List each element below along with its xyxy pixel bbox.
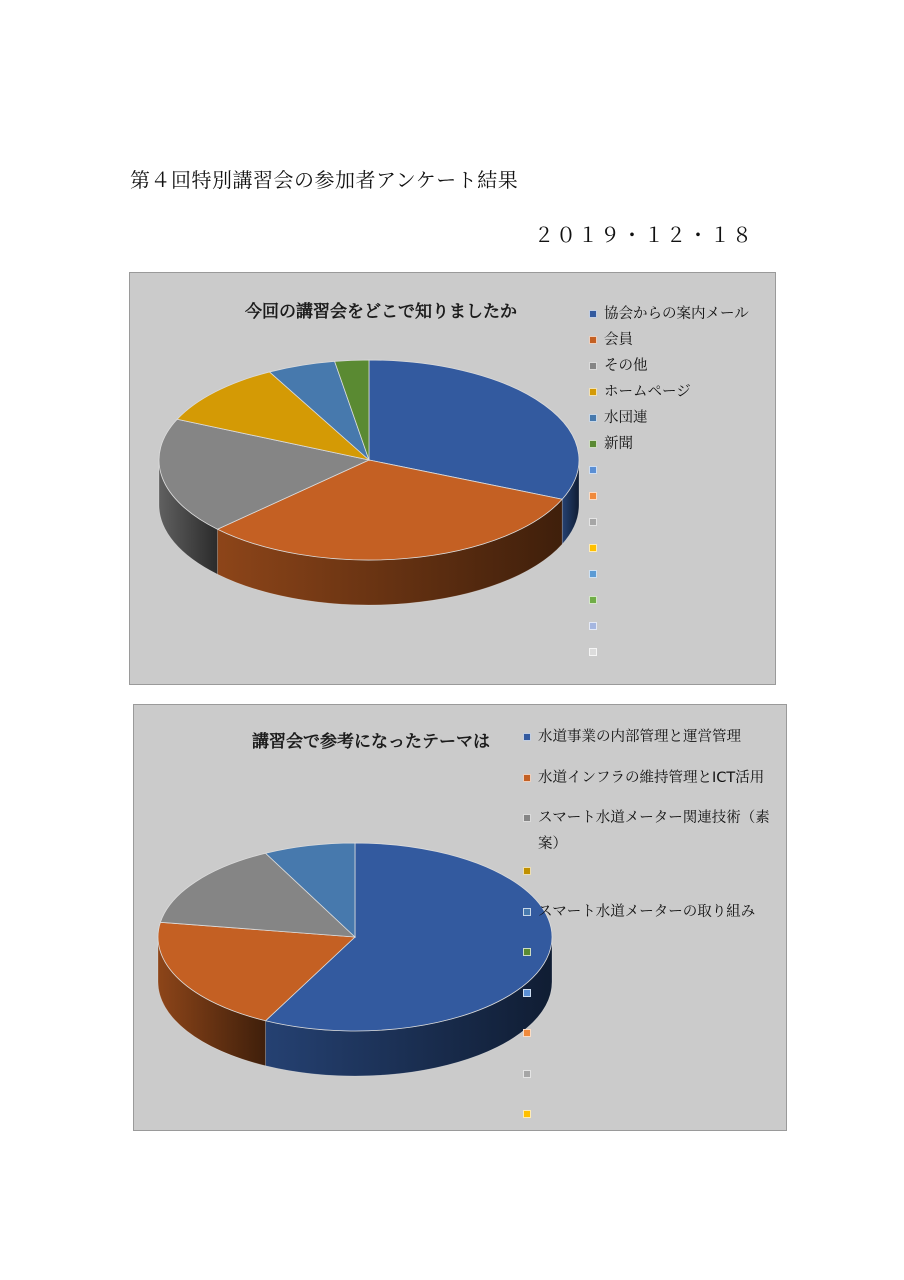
- legend-swatch: [523, 989, 531, 997]
- legend-label: 会員: [604, 332, 633, 348]
- legend-item-13: [589, 613, 769, 639]
- legend-item-8: [589, 483, 769, 509]
- legend-swatch: [589, 518, 597, 526]
- legend-swatch: [589, 492, 597, 500]
- legend-label: 協会からの案内メール: [604, 306, 749, 322]
- legend-item-5: [523, 898, 778, 939]
- chart-legend: [523, 723, 778, 1141]
- legend-label: 水団連: [604, 410, 648, 426]
- legend-swatch: [523, 1070, 531, 1078]
- legend-item-5: [589, 405, 769, 431]
- legend-item-3: [523, 804, 778, 857]
- legend-swatch: [589, 544, 597, 552]
- legend-label: 水道インフラの維持管理とICT活用: [538, 769, 765, 786]
- legend-swatch: [589, 440, 597, 448]
- legend-item-11: [589, 561, 769, 587]
- legend-item-9: [523, 1060, 778, 1101]
- legend-swatch: [523, 1110, 531, 1118]
- legend-swatch: [589, 414, 597, 422]
- legend-item-9: [589, 509, 769, 535]
- chart-title: 講習会で参考になったテーマは: [252, 732, 490, 752]
- legend-item-2: [589, 327, 769, 353]
- legend-swatch: [589, 388, 597, 396]
- chart-useful-themes: [133, 704, 787, 1131]
- legend-item-2: [523, 764, 778, 805]
- legend-label: 新聞: [604, 436, 633, 452]
- legend-item-1: [589, 301, 769, 327]
- legend-item-4: [523, 857, 778, 898]
- legend-swatch: [589, 466, 597, 474]
- legend-item-6: [589, 431, 769, 457]
- legend-swatch: [589, 622, 597, 630]
- legend-item-10: [523, 1100, 778, 1141]
- legend-swatch: [523, 1029, 531, 1037]
- legend-swatch: [523, 733, 531, 741]
- legend-item-7: [523, 979, 778, 1020]
- legend-label: ホームページ: [604, 384, 691, 400]
- legend-item-14: [589, 639, 769, 665]
- legend-swatch: [589, 336, 597, 344]
- legend-swatch: [589, 648, 597, 656]
- legend-label: スマート水道メーター関連技術（素案）: [538, 810, 770, 852]
- legend-item-8: [523, 1019, 778, 1060]
- legend-label: スマート水道メーターの取り組み: [538, 903, 756, 920]
- legend-item-10: [589, 535, 769, 561]
- legend-swatch: [589, 570, 597, 578]
- legend-swatch: [523, 908, 531, 916]
- legend-swatch: [589, 596, 597, 604]
- legend-swatch: [523, 867, 531, 875]
- legend-swatch: [523, 814, 531, 822]
- legend-item-4: [589, 379, 769, 405]
- document-title: 第４回特別講習会の参加者アンケート結果: [130, 168, 519, 192]
- legend-swatch: [589, 310, 597, 318]
- legend-item-6: [523, 938, 778, 979]
- legend-item-12: [589, 587, 769, 613]
- legend-label: 水道事業の内部管理と運営管理: [538, 729, 741, 745]
- legend-item-7: [589, 457, 769, 483]
- document-date: ２０１９・１２・１８: [534, 223, 754, 247]
- legend-swatch: [523, 774, 531, 782]
- legend-swatch: [523, 948, 531, 956]
- legend-item-1: [523, 723, 778, 764]
- chart-title: 今回の講習会をどこで知りましたか: [245, 302, 517, 322]
- chart-legend: [589, 301, 769, 665]
- legend-item-3: [589, 353, 769, 379]
- legend-label: その他: [604, 358, 648, 374]
- legend-swatch: [589, 362, 597, 370]
- chart-how-learned: [129, 272, 776, 685]
